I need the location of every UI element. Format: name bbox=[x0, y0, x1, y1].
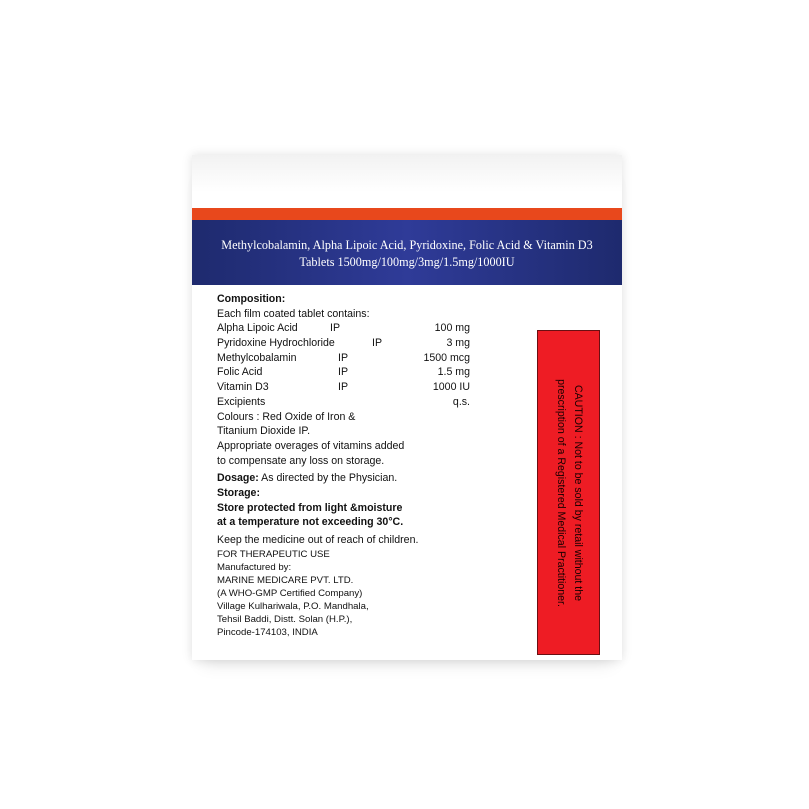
ingredient-quantity: 1.5 mg bbox=[437, 366, 470, 379]
ingredient-quantity: 1500 mcg bbox=[423, 351, 470, 364]
medicine-box bbox=[192, 155, 622, 660]
manufactured-by-label: Manufactured by: bbox=[217, 561, 292, 573]
ingredient-name: Methylcobalamin bbox=[217, 351, 297, 364]
ingredient-name: Vitamin D3 bbox=[217, 381, 269, 394]
ingredient-name: Pyridoxine Hydrochloride bbox=[217, 337, 335, 350]
ingredient-standard: IP bbox=[338, 351, 349, 364]
composition-intro: Each film coated tablet contains: bbox=[217, 307, 370, 320]
ingredient-quantity: 1000 IU bbox=[432, 381, 470, 394]
manufacturer-block bbox=[217, 548, 497, 639]
overage-line-1: Appropriate overages of vitamins added bbox=[217, 439, 405, 452]
ingredient-name: Alpha Lipoic Acid bbox=[217, 322, 298, 335]
ingredient-row bbox=[217, 321, 497, 336]
caution-line-1: CAUTION : Not to be sold by retail without the bbox=[571, 384, 584, 601]
colours-line-2: Titanium Dioxide IP. bbox=[217, 425, 311, 438]
ingredient-row bbox=[217, 336, 497, 351]
ingredient-row bbox=[217, 365, 497, 380]
manufacturer-name: MARINE MEDICARE PVT. LTD. bbox=[217, 574, 354, 586]
label-text-block bbox=[217, 292, 497, 639]
therapeutic-use: FOR THERAPEUTIC USE bbox=[217, 548, 330, 560]
keep-out-of-reach: Keep the medicine out of reach of children. bbox=[217, 534, 419, 546]
caution-box bbox=[537, 330, 600, 655]
ingredient-row bbox=[217, 380, 497, 395]
ingredient-row bbox=[217, 351, 497, 366]
product-name-banner bbox=[192, 220, 622, 285]
ingredient-name: Excipients bbox=[217, 395, 266, 408]
ingredient-standard: IP bbox=[338, 381, 349, 394]
colours-line-1: Colours : Red Oxide of Iron & bbox=[217, 410, 356, 423]
storage-label: Storage: bbox=[217, 486, 260, 499]
manufacturer-certification: (A WHO-GMP Certified Company) bbox=[217, 587, 363, 599]
overage-line-2: to compensate any loss on storage. bbox=[217, 454, 385, 467]
storage-line-1: Store protected from light &moisture bbox=[217, 501, 403, 514]
ingredient-name: Folic Acid bbox=[217, 366, 263, 379]
manufacturer-address-2: Tehsil Baddi, Distt. Solan (H.P.), bbox=[217, 613, 353, 625]
dosage-line bbox=[217, 471, 497, 486]
manufacturer-address-1: Village Kulhariwala, P.O. Mandhala, bbox=[217, 600, 369, 612]
ingredient-standard: IP bbox=[372, 337, 383, 350]
composition-title: Composition: bbox=[217, 293, 286, 305]
storage-line-2: at a temperature not exceeding 30°C. bbox=[217, 516, 404, 529]
caution-text bbox=[552, 338, 586, 648]
ingredient-standard: IP bbox=[338, 366, 349, 379]
ingredient-quantity: q.s. bbox=[452, 395, 470, 408]
ingredient-quantity: 3 mg bbox=[446, 337, 470, 350]
caution-line-2: prescription of a Registered Medical Practitioner. bbox=[554, 378, 567, 607]
product-name-line-1: Methylcobalamin, Alpha Lipoic Acid, Pyridoxine, Folic Acid & Vitamin D3 bbox=[221, 238, 593, 252]
box-top-flap bbox=[192, 155, 622, 208]
dosage-text: As directed by the Physician. bbox=[258, 472, 398, 485]
product-name-line-2: Tablets 1500mg/100mg/3mg/1.5mg/1000IU bbox=[299, 254, 515, 269]
ingredient-quantity: 100 mg bbox=[434, 322, 470, 335]
manufacturer-address-3: Pincode-174103, INDIA bbox=[217, 626, 318, 638]
orange-stripe bbox=[192, 208, 622, 220]
dosage-label: Dosage: bbox=[217, 472, 259, 485]
ingredient-row bbox=[217, 395, 497, 410]
ingredient-standard: IP bbox=[330, 322, 341, 335]
